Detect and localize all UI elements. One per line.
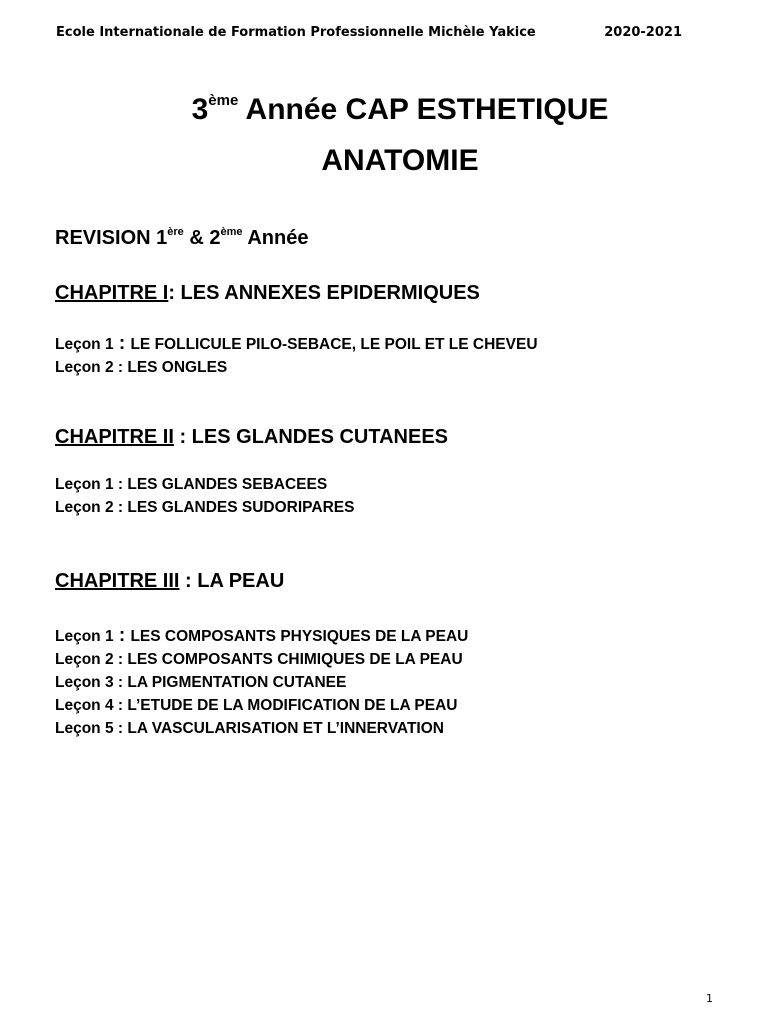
lesson-title: LA VASCULARISATION ET L’INNERVATION	[127, 720, 444, 737]
revision-middle: & 2	[183, 227, 221, 249]
lesson-title: LE FOLLICULE PILO-SEBACE, LE POIL ET LE CHEVEU	[130, 336, 538, 353]
revision-suffix: Année	[242, 227, 309, 249]
lesson-item	[55, 648, 468, 671]
page-number: 1	[706, 992, 713, 1005]
chapter-title: : LES GLANDES CUTANEES	[173, 426, 448, 448]
chapter-heading	[55, 568, 284, 594]
chapter-label: CHAPITRE II	[55, 426, 174, 448]
revision-sup-2: ème	[220, 226, 243, 238]
lesson-separator: :	[113, 674, 128, 691]
lesson-separator: :	[113, 476, 128, 493]
chapter-title: : LA PEAU	[179, 570, 285, 592]
lesson-title: LES GLANDES SUDORIPARES	[127, 499, 355, 516]
lesson-separator: :	[113, 720, 128, 737]
lesson-item	[55, 671, 468, 694]
title-rest: Année CAP ESTHETIQUE	[238, 93, 609, 126]
lesson-number: Leçon 2	[55, 651, 114, 668]
chapter-title: : LES ANNEXES EPIDERMIQUES	[168, 282, 480, 304]
document-title	[0, 92, 768, 128]
lesson-item	[55, 496, 354, 519]
school-name: Ecole Internationale de Formation Professionnelle Michèle Yakice	[56, 25, 536, 40]
lesson-title: LES ONGLES	[127, 359, 228, 376]
lesson-title: L’ETUDE DE LA MODIFICATION DE LA PEAU	[127, 697, 458, 714]
lesson-title: LA PIGMENTATION CUTANEE	[127, 674, 347, 691]
lesson-item	[55, 356, 538, 379]
chapter-label: CHAPITRE I	[55, 282, 169, 304]
lesson-title: LES COMPOSANTS PHYSIQUES DE LA PEAU	[130, 628, 469, 645]
lesson-item	[55, 473, 354, 496]
lesson-list	[55, 332, 538, 379]
lesson-item	[55, 624, 468, 648]
lesson-separator: :	[113, 359, 128, 376]
chapter-label: CHAPITRE III	[55, 570, 180, 592]
lesson-number: Leçon 5	[55, 720, 114, 737]
page-header	[56, 25, 682, 40]
revision-heading	[55, 225, 308, 251]
lesson-number: Leçon 3	[55, 674, 114, 691]
lesson-separator: :	[113, 625, 131, 646]
lesson-item	[55, 694, 468, 717]
revision-prefix: REVISION 1	[55, 227, 168, 249]
chapter-heading	[55, 280, 480, 306]
lesson-separator: :	[113, 333, 131, 354]
lesson-list	[55, 624, 468, 740]
lesson-number: Leçon 2	[55, 359, 114, 376]
lesson-title: LES COMPOSANTS CHIMIQUES DE LA PEAU	[127, 651, 463, 668]
lesson-number: Leçon 1	[55, 476, 114, 493]
lesson-item	[55, 332, 538, 356]
title-ordinal-suffix: ème	[208, 92, 239, 109]
lesson-separator: :	[113, 499, 128, 516]
school-year: 2020-2021	[604, 25, 682, 40]
document-subject: ANATOMIE	[321, 144, 479, 177]
lesson-separator: :	[113, 651, 128, 668]
lesson-item	[55, 717, 468, 740]
chapter-heading	[55, 424, 448, 450]
lesson-separator: :	[113, 697, 128, 714]
revision-sup-1: ère	[167, 226, 184, 238]
lesson-list	[55, 473, 354, 519]
lesson-number: Leçon 4	[55, 697, 114, 714]
lesson-number: Leçon 1	[55, 336, 114, 353]
title-ordinal: 3	[191, 93, 209, 126]
lesson-number: Leçon 1	[55, 628, 114, 645]
lesson-number: Leçon 2	[55, 499, 114, 516]
lesson-title: LES GLANDES SEBACEES	[127, 476, 328, 493]
